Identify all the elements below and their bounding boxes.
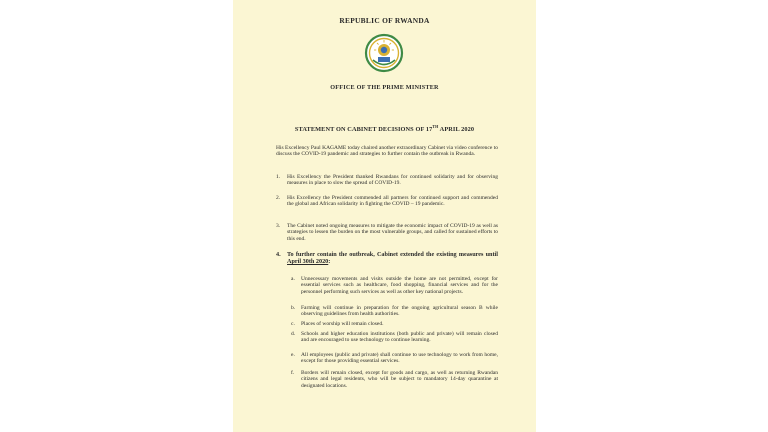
coat-of-arms-seal-icon bbox=[364, 33, 404, 73]
office-heading: OFFICE OF THE PRIME MINISTER bbox=[330, 84, 439, 91]
numbered-item: 2. His Excellency the President commended all partners for continued support and commended the global and African solidarity in fighting the COVID – 19 pandemic. bbox=[276, 195, 498, 208]
statement-title: STATEMENT ON CABINET DECISIONS OF 17TH APRIL 2020 bbox=[294, 124, 475, 134]
intro-paragraph: His Excellency Paul KAGAME today chaired another extraordinary Cabinet via video conference to discuss the COVID-19 pandemic and strategies to further contain the outbreak in Rwanda. bbox=[276, 145, 498, 158]
sub-item: a. Unnecessary movements and visits outside the home are not permitted, except for essential services such as healthcare, food shopping, financial services and for the personnel performing such services as well as other key national projects. bbox=[291, 276, 498, 295]
numbered-item: 1. His Excellency the President thanked Rwandans for continued solidarity and for observing measures in place to slow the spread of COVID-19. bbox=[276, 174, 498, 187]
sub-item: e. All employees (public and private) shall continue to use technology to work from home, except for those providing essential services. bbox=[291, 352, 498, 365]
republic-heading: REPUBLIC OF RWANDA bbox=[339, 16, 430, 25]
sub-item: f. Borders will remain closed, except for goods and cargo, as well as returning Rwandan citizens and legal residents, who will be subject to mandatory 14-day quarantine at designated locations. bbox=[291, 370, 498, 389]
numbered-item-measures: 4. To further contain the outbreak, Cabinet extended the existing measures until April 30th 2020: bbox=[276, 251, 498, 265]
sub-item: c. Places of worship will remain closed. bbox=[291, 321, 384, 327]
numbered-item: 3. The Cabinet noted ongoing measures to mitigate the economic impact of COVID-19 as well as strategies to lessen the burden on the most vulnerable groups, and called for sustained efforts to this end. bbox=[276, 223, 498, 242]
document-page bbox=[233, 0, 536, 432]
sub-item: b. Farming will continue in preparation for the ongoing agricultural season B while observing guidelines from health authorities. bbox=[291, 305, 498, 318]
sub-item: d. Schools and higher education institutions (both public and private) will remain closed and are encouraged to use technology to continue learning. bbox=[291, 331, 498, 344]
